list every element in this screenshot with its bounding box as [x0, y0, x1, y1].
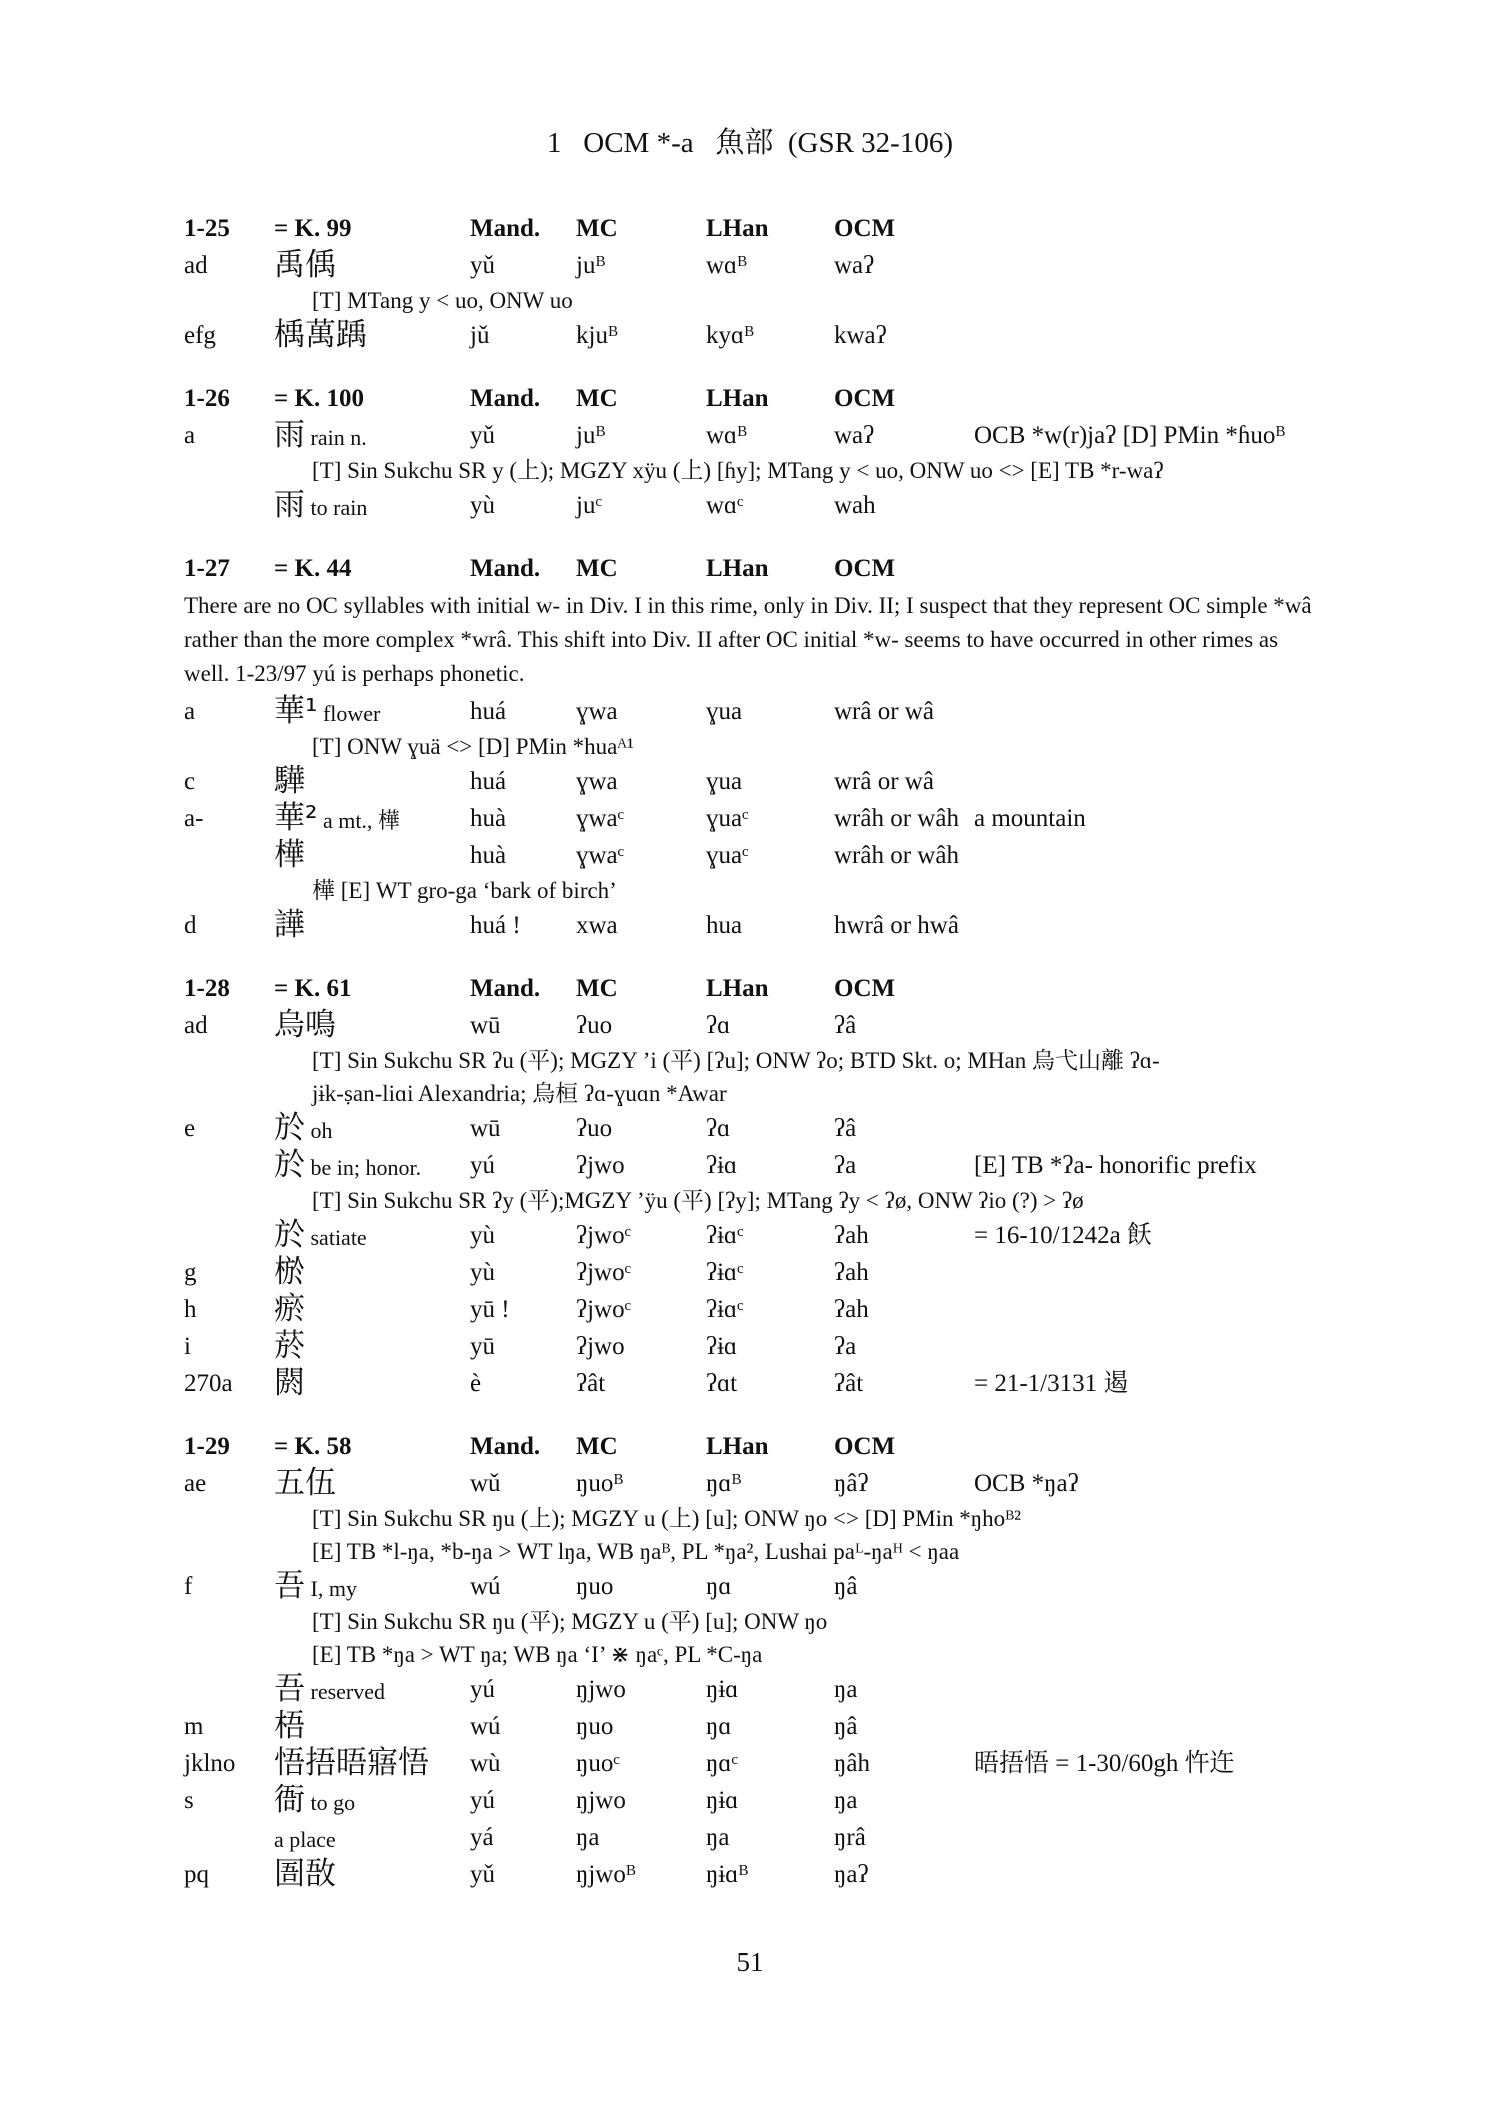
chinese-characters: 閼	[274, 1365, 305, 1401]
old-chinese-reading: ŋa	[834, 1787, 858, 1814]
entry-note: [T] Sin Sukchu SR ŋu (平); MGZY u (平) [u]; ONW ŋo	[312, 1609, 828, 1634]
character-cell	[274, 1819, 336, 1858]
middle-chinese-reading: ŋa	[576, 1824, 600, 1851]
gloss: flower	[317, 701, 381, 726]
old-chinese-reading: ʔâ	[834, 1012, 857, 1039]
chinese-characters: 於	[274, 1110, 305, 1146]
mandarin-reading: wú	[470, 1713, 501, 1740]
entry-header-row	[184, 970, 1324, 1007]
mandarin-reading: yá	[470, 1824, 494, 1851]
chinese-characters: 菸	[274, 1328, 305, 1364]
lexeme-row	[184, 763, 1324, 800]
later-han-reading: ɣua	[706, 698, 743, 725]
graph-series-label: ad	[184, 252, 208, 279]
mandarin-reading: yù	[470, 492, 495, 519]
entry-remark: OCB *w(r)jaʔ [D] PMin *ɦuoᴮ	[974, 422, 1286, 449]
mandarin-reading: wū	[470, 1012, 501, 1039]
graph-series-label: s	[184, 1787, 194, 1814]
entry-remark: a mountain	[974, 805, 1086, 832]
chinese-characters: 樺	[274, 837, 305, 873]
lexeme-row	[184, 417, 1324, 454]
middle-chinese-reading: ɣwaᶜ	[576, 805, 625, 832]
middle-chinese-reading: ʔât	[576, 1370, 606, 1397]
entry-header-row	[184, 380, 1324, 417]
chinese-characters: 吾	[274, 1568, 305, 1604]
character-cell	[274, 1217, 367, 1256]
old-chinese-reading: kwaʔ	[834, 322, 887, 349]
lexeme-row	[184, 1217, 1324, 1254]
lexeme-row	[184, 693, 1324, 730]
middle-chinese-reading: ʔjwo	[576, 1333, 625, 1360]
mandarin-reading: yǔ	[470, 1861, 495, 1888]
lexeme-row	[184, 1328, 1324, 1365]
character-cell	[274, 693, 380, 732]
mandarin-reading: wū	[470, 1115, 501, 1142]
mandarin-reading: huá	[470, 768, 507, 795]
karlgren-ref: = K. 44	[274, 555, 352, 582]
col-header-ocm: OCM	[834, 555, 896, 582]
lexeme-row	[184, 317, 1324, 354]
gloss: a place	[274, 1827, 336, 1852]
middle-chinese-reading: ŋjwo	[576, 1787, 626, 1814]
graph-series-label: c	[184, 768, 196, 795]
chinese-characters: 梧	[274, 1708, 305, 1744]
later-han-reading: ʔɨɑ	[706, 1333, 738, 1360]
lexeme-row	[184, 487, 1324, 524]
col-header-ocm: OCM	[834, 975, 896, 1002]
character-cell	[274, 247, 336, 286]
character-cell	[274, 837, 305, 876]
entry-id: 1-29	[184, 1433, 230, 1460]
col-header-lhan: LHan	[706, 975, 769, 1002]
graph-series-label: h	[184, 1296, 197, 1323]
old-chinese-reading: ʔa	[834, 1152, 857, 1179]
chinese-characters: 烏鳴	[274, 1007, 336, 1043]
middle-chinese-reading: ŋuo	[576, 1573, 614, 1600]
col-header-mand: Mand.	[470, 1433, 541, 1460]
karlgren-ref: = K. 61	[274, 975, 352, 1002]
col-header-mand: Mand.	[470, 975, 541, 1002]
middle-chinese-reading: kjuᴮ	[576, 322, 618, 349]
entry-note: [T] MTang y < uo, ONW uo	[312, 288, 573, 313]
entry-block	[184, 210, 1324, 354]
middle-chinese-reading: ɣwa	[576, 768, 618, 795]
middle-chinese-reading: ʔjwoᶜ	[576, 1259, 631, 1286]
later-han-reading: wɑᴮ	[706, 422, 747, 449]
entry-header-row	[184, 210, 1324, 247]
graph-series-label: d	[184, 912, 197, 939]
entry-id: 1-28	[184, 975, 230, 1002]
middle-chinese-reading: juᶜ	[576, 492, 602, 519]
lexeme-row	[184, 1291, 1324, 1328]
lexeme-row	[184, 1110, 1324, 1147]
karlgren-ref: = K. 99	[274, 215, 352, 242]
middle-chinese-reading: juᴮ	[576, 422, 606, 449]
chinese-characters: 禹偊	[274, 247, 336, 283]
character-cell	[274, 1007, 336, 1046]
later-han-reading: ʔɨɑᶜ	[706, 1296, 744, 1323]
graph-series-label: pq	[184, 1861, 209, 1888]
mandarin-reading: huà	[470, 805, 507, 832]
middle-chinese-reading: ʔjwo	[576, 1152, 625, 1179]
col-header-lhan: LHan	[706, 1433, 769, 1460]
entry-note: [T] Sin Sukchu SR y (上); MGZY xÿu (上) [ɦy]; MTang y < uo, ONW uo <> [E] TB *r-waʔ	[312, 458, 1164, 483]
mandarin-reading: huà	[470, 842, 507, 869]
lexeme-row	[184, 1819, 1324, 1856]
entry-note: [T] Sin Sukchu SR ʔu (平); MGZY ’i (平) [ʔu]; ONW ʔo; BTD Skt. o; MHan 烏弋山離 ʔɑ-	[312, 1048, 1160, 1073]
entry-remark: 晤捂悟 = 1-30/60gh 忤迕	[974, 1750, 1235, 1777]
middle-chinese-reading: ŋjwoᴮ	[576, 1861, 636, 1888]
middle-chinese-reading: ʔjwoᶜ	[576, 1296, 631, 1323]
graph-series-label: jklno	[184, 1750, 236, 1777]
later-han-reading: ɣua	[706, 768, 743, 795]
later-han-reading: wɑᴮ	[706, 252, 747, 279]
mandarin-reading: yù	[470, 1259, 495, 1286]
entry-remark: [E] TB *ʔa- honorific prefix	[974, 1152, 1257, 1179]
old-chinese-reading: ʔa	[834, 1333, 857, 1360]
character-cell	[274, 800, 400, 839]
old-chinese-reading: ʔâ	[834, 1115, 857, 1142]
entry-header-row	[184, 550, 1324, 587]
old-chinese-reading: ŋâh	[834, 1750, 870, 1777]
chinese-characters: 華²	[274, 800, 318, 836]
later-han-reading: hua	[706, 912, 743, 939]
old-chinese-reading: ʔah	[834, 1259, 869, 1286]
chinese-characters: 雨	[274, 487, 305, 523]
character-cell	[274, 317, 367, 356]
chinese-characters: 驊	[274, 763, 305, 799]
entry-remark: = 21-1/3131 遏	[974, 1370, 1129, 1397]
mandarin-reading: yū !	[470, 1296, 510, 1323]
entry-note: jɨk-ṣan-liɑi Alexandria; 烏桓 ʔɑ-ɣuɑn *Awar	[312, 1081, 727, 1106]
col-header-ocm: OCM	[834, 1433, 896, 1460]
character-cell	[274, 1365, 305, 1404]
entry-note: [E] TB *ŋa > WT ŋa; WB ŋa ‘I’ ⋇ ŋaᶜ, PL *C-ŋa	[312, 1642, 763, 1667]
character-cell	[274, 1856, 336, 1895]
entry-paragraph: There are no OC syllables with initial w- in Div. I in this rime, only in Div. II; I suspect that they represent OC simple *wâ rather than the more complex *wrâ. This shift into Div. II after OC initial *w- seems to have occurred in other rimes as well. 1-23/97 yú is perhaps phonetic.	[184, 593, 1312, 686]
lexeme-row	[184, 1254, 1324, 1291]
col-header-mand: Mand.	[470, 385, 541, 412]
mandarin-reading: wú	[470, 1573, 501, 1600]
lexeme-row	[184, 837, 1324, 874]
middle-chinese-reading: ʔuo	[576, 1012, 613, 1039]
graph-series-label: e	[184, 1115, 196, 1142]
lexeme-row	[184, 1147, 1324, 1184]
middle-chinese-reading: ŋjwo	[576, 1676, 626, 1703]
chinese-characters: 楀萬踽	[274, 317, 367, 353]
chinese-characters: 悟捂晤寤悟	[274, 1745, 429, 1781]
chinese-characters: 華¹	[274, 693, 318, 729]
page-title: 1 OCM *-a 魚部 (GSR 32-106)	[547, 127, 953, 159]
later-han-reading: ʔɑt	[706, 1370, 738, 1397]
later-han-reading: ʔɨɑᶜ	[706, 1259, 744, 1286]
karlgren-ref: = K. 100	[274, 385, 364, 412]
character-cell	[274, 487, 367, 526]
karlgren-ref: = K. 58	[274, 1433, 352, 1460]
entry-header-row	[184, 1428, 1324, 1465]
entry-block	[184, 1428, 1324, 1893]
later-han-reading: ʔɑ	[706, 1012, 731, 1039]
character-cell	[274, 1110, 333, 1149]
entry-remark: = 16-10/1242a 飫	[974, 1222, 1152, 1249]
mandarin-reading: yǔ	[470, 252, 495, 279]
chinese-characters: 雨	[274, 417, 305, 453]
col-header-mc: MC	[576, 975, 618, 1002]
lexeme-row	[184, 1856, 1324, 1893]
character-cell	[274, 1671, 385, 1710]
character-cell	[274, 1254, 305, 1293]
mandarin-reading: è	[470, 1370, 482, 1397]
col-header-mand: Mand.	[470, 215, 541, 242]
middle-chinese-reading: ŋuoᴮ	[576, 1470, 624, 1497]
mandarin-reading: huá !	[470, 912, 521, 939]
old-chinese-reading: ŋrâ	[834, 1824, 866, 1851]
character-cell	[274, 1465, 336, 1504]
middle-chinese-reading: juᴮ	[576, 252, 606, 279]
mandarin-reading: wǔ	[470, 1470, 501, 1497]
entry-block	[184, 970, 1324, 1402]
later-han-reading: ŋa	[706, 1824, 730, 1851]
entry-note: [E] TB *l-ŋa, *b-ŋa > WT lŋa, WB ŋaᴮ, PL *ŋa², Lushai paᴸ-ŋaᴴ < ŋaa	[312, 1539, 960, 1564]
middle-chinese-reading: ɣwaᶜ	[576, 842, 625, 869]
later-han-reading: kyɑᴮ	[706, 322, 754, 349]
graph-series-label: ad	[184, 1012, 208, 1039]
old-chinese-reading: ʔah	[834, 1222, 869, 1249]
entry-remark: OCB *ŋaʔ	[974, 1470, 1079, 1497]
entry-list	[184, 210, 1324, 1919]
col-header-mc: MC	[576, 1433, 618, 1460]
later-han-reading: ʔɨɑ	[706, 1152, 738, 1179]
col-header-lhan: LHan	[706, 555, 769, 582]
mandarin-reading: yú	[470, 1787, 495, 1814]
chinese-characters: 五伍	[274, 1465, 336, 1501]
old-chinese-reading: ʔah	[834, 1296, 869, 1323]
later-han-reading: ŋɨɑᴮ	[706, 1861, 749, 1888]
later-han-reading: ʔɑ	[706, 1115, 731, 1142]
lexeme-row	[184, 1782, 1324, 1819]
old-chinese-reading: wah	[834, 492, 876, 519]
lexeme-row	[184, 1007, 1324, 1044]
character-cell	[274, 763, 305, 802]
col-header-mc: MC	[576, 385, 618, 412]
mandarin-reading: yǔ	[470, 422, 495, 449]
character-cell	[274, 907, 305, 946]
lexeme-row	[184, 1708, 1324, 1745]
graph-series-label: g	[184, 1259, 197, 1286]
character-cell	[274, 1745, 429, 1784]
character-cell	[274, 1147, 421, 1186]
gloss: rain n.	[305, 425, 367, 450]
character-cell	[274, 1291, 305, 1330]
gloss: satiate	[305, 1225, 367, 1250]
later-han-reading: ɣuaᶜ	[706, 805, 749, 832]
graph-series-label: ae	[184, 1470, 207, 1497]
entry-id: 1-27	[184, 555, 230, 582]
old-chinese-reading: ŋâ	[834, 1573, 858, 1600]
col-header-mand: Mand.	[470, 555, 541, 582]
later-han-reading: ɣuaᶜ	[706, 842, 749, 869]
later-han-reading: ŋɨɑ	[706, 1676, 739, 1703]
graph-series-label: a	[184, 422, 196, 449]
entry-block	[184, 550, 1324, 944]
graph-series-label: m	[184, 1713, 204, 1740]
middle-chinese-reading: xwa	[576, 912, 618, 939]
character-cell	[274, 1568, 357, 1607]
col-header-lhan: LHan	[706, 215, 769, 242]
gloss: to rain	[305, 495, 368, 520]
mandarin-reading: yú	[470, 1152, 495, 1179]
col-header-ocm: OCM	[834, 385, 896, 412]
old-chinese-reading: ʔât	[834, 1370, 864, 1397]
chinese-characters: 衙	[274, 1782, 305, 1818]
later-han-reading: ŋɑ	[706, 1713, 732, 1740]
later-han-reading: ŋɑᴮ	[706, 1470, 742, 1497]
old-chinese-reading: wrâh or wâh	[834, 805, 959, 832]
lexeme-row	[184, 1365, 1324, 1402]
entry-block	[184, 380, 1324, 524]
mandarin-reading: yù	[470, 1222, 495, 1249]
gloss: oh	[305, 1118, 333, 1143]
lexeme-row	[184, 1465, 1324, 1502]
old-chinese-reading: waʔ	[834, 252, 875, 279]
old-chinese-reading: ŋaʔ	[834, 1861, 869, 1888]
later-han-reading: wɑᶜ	[706, 492, 744, 519]
character-cell	[274, 1782, 355, 1821]
entry-note: [T] Sin Sukchu SR ʔy (平);MGZY ’ÿu (平) [ʔy]; MTang ʔy < ʔø, ONW ʔio (?) > ʔø	[312, 1188, 1084, 1213]
old-chinese-reading: ŋâʔ	[834, 1470, 869, 1497]
old-chinese-reading: waʔ	[834, 422, 875, 449]
chinese-characters: 瘀	[274, 1291, 305, 1327]
chinese-characters: 於	[274, 1217, 305, 1253]
middle-chinese-reading: ŋuo	[576, 1713, 614, 1740]
old-chinese-reading: ŋâ	[834, 1713, 858, 1740]
old-chinese-reading: hwrâ or hwâ	[834, 912, 959, 939]
mandarin-reading: yū	[470, 1333, 495, 1360]
graph-series-label: efg	[184, 322, 216, 349]
mandarin-reading: huá	[470, 698, 507, 725]
entry-note: 樺 [E] WT gro-ga ‘bark of birch’	[312, 878, 617, 903]
lexeme-row	[184, 1568, 1324, 1605]
character-cell	[274, 1328, 305, 1367]
graph-series-label: i	[184, 1333, 191, 1360]
chinese-characters: 譁	[274, 907, 305, 943]
graph-series-label: a	[184, 698, 196, 725]
gloss: a mt., 樺	[317, 808, 400, 833]
page-number: 51	[736, 1947, 764, 1977]
gloss: be in; honor.	[305, 1155, 422, 1180]
mandarin-reading: yú	[470, 1676, 495, 1703]
old-chinese-reading: wrâ or wâ	[834, 698, 934, 725]
old-chinese-reading: wrâ or wâ	[834, 768, 934, 795]
later-han-reading: ʔɨɑᶜ	[706, 1222, 744, 1249]
entry-note: [T] ONW ɣuä <> [D] PMin *huaᴬ¹	[312, 734, 634, 759]
lexeme-row	[184, 800, 1324, 837]
graph-series-label: f	[184, 1573, 193, 1600]
chinese-characters: 圄敔	[274, 1856, 336, 1892]
later-han-reading: ŋɑ	[706, 1573, 732, 1600]
character-cell	[274, 417, 367, 456]
graph-series-label: 270a	[184, 1370, 233, 1397]
gloss: I, my	[305, 1576, 357, 1601]
col-header-mc: MC	[576, 555, 618, 582]
gloss: reserved	[305, 1679, 386, 1704]
mandarin-reading: wù	[470, 1750, 501, 1777]
chinese-characters: 於	[274, 1147, 305, 1183]
mandarin-reading: jǔ	[470, 322, 490, 349]
chinese-characters: 吾	[274, 1671, 305, 1707]
lexeme-row	[184, 1671, 1324, 1708]
entry-id: 1-25	[184, 215, 230, 242]
col-header-lhan: LHan	[706, 385, 769, 412]
character-cell	[274, 1708, 305, 1747]
old-chinese-reading: wrâh or wâh	[834, 842, 959, 869]
middle-chinese-reading: ɣwa	[576, 698, 618, 725]
graph-series-label: a-	[184, 805, 204, 832]
later-han-reading: ŋɨɑ	[706, 1787, 739, 1814]
col-header-mc: MC	[576, 215, 618, 242]
old-chinese-reading: ŋa	[834, 1676, 858, 1703]
later-han-reading: ŋɑᶜ	[706, 1750, 738, 1777]
lexeme-row	[184, 907, 1324, 944]
col-header-ocm: OCM	[834, 215, 896, 242]
entry-id: 1-26	[184, 385, 230, 412]
middle-chinese-reading: ʔuo	[576, 1115, 613, 1142]
lexeme-row	[184, 247, 1324, 284]
chinese-characters: 棜	[274, 1254, 305, 1290]
gloss: to go	[305, 1790, 356, 1815]
middle-chinese-reading: ŋuoᶜ	[576, 1750, 620, 1777]
middle-chinese-reading: ʔjwoᶜ	[576, 1222, 631, 1249]
lexeme-row	[184, 1745, 1324, 1782]
entry-note: [T] Sin Sukchu SR ŋu (上); MGZY u (上) [u]; ONW ŋo <> [D] PMin *ŋhoᴮ²	[312, 1506, 1021, 1531]
